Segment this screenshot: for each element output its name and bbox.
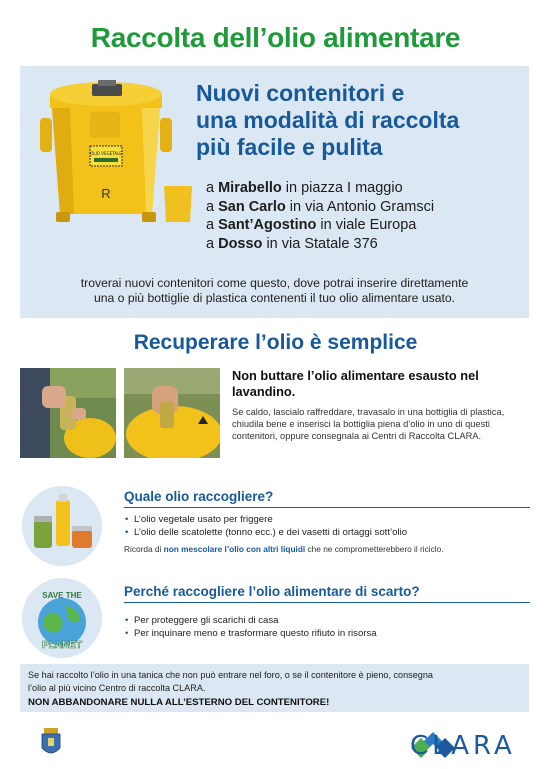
yellow-oil-container-image (34, 76, 194, 224)
location-item: a Dosso in via Statale 376 (206, 235, 378, 252)
photo-pouring-oil (20, 368, 116, 458)
location-item: a Sant’Agostino in viale Europa (206, 217, 417, 233)
notice-line: l’olio al più vicino Centro di raccolta CLARA. (28, 683, 206, 693)
instructions-text: Se caldo, lascialo raffreddare, travasalo in una bottiglia di plastica, chiudila bene e inserisci la bottiglia piena d’olio in uno di questi contenitori, oppure consegnala ai Centri di Raccolta CLARA. (232, 407, 505, 441)
dont-throw-heading: Non buttare l’olio alimentare esausto nel lavandino. (232, 368, 479, 399)
notice-box (20, 664, 529, 712)
container-letter: R (101, 186, 111, 201)
hero-headline (196, 80, 526, 161)
notice-line: Se hai raccolto l’olio in una tanica che non può entrare nel foro, o se il contenitore è pieno, consegna (28, 670, 433, 680)
clara-brand: CLARA (410, 731, 516, 761)
which-oil-list (124, 513, 530, 539)
why-collect-list (124, 614, 530, 640)
hero-headline-line: Nuovi contenitori e (196, 80, 405, 106)
locations-list (206, 179, 526, 253)
badge-top-text: SAVE THE (42, 591, 82, 600)
page-title: Raccolta dell’olio alimentare (90, 22, 461, 53)
photo-inserting-bottle (124, 368, 220, 458)
badge-bottom-text: PLANET (42, 640, 82, 651)
section-title-recover: Recuperare l’olio è semplice (133, 331, 418, 354)
which-oil-title: Quale olio raccogliere? (124, 489, 530, 508)
hero-headline-line: una modalità di raccolta (196, 107, 460, 133)
notice-warning: NON ABBANDONARE NULLA ALL’ESTERNO DEL CONTENITORE! (28, 697, 330, 708)
why-collect-title: Perché raccogliere l’olio alimentare di scarto? (124, 584, 530, 603)
list-item: • Per proteggere gli scarichi di casa (124, 614, 530, 627)
municipal-crest-icon (40, 728, 62, 758)
list-item: • L’olio vegetale usato per friggere (124, 513, 530, 526)
hero-headline-line: più facile e pulita (196, 134, 383, 160)
reminder-text: Ricorda di non mescolare l’olio con altri liquidi che ne comprometterebbero il riciclo. (124, 544, 444, 554)
oil-products-icon (22, 486, 102, 566)
hero-note: troverai nuovi contenitori come questo, dove potrai inserire direttamente una o più bottiglie di plastica contenenti il tuo olio alimentare usato. (80, 276, 469, 305)
hero-panel (20, 66, 529, 318)
location-item: a Mirabello in piazza I maggio (206, 180, 403, 196)
list-item: • Per inquinare meno e trasformare questo rifiuto in risorsa (124, 627, 530, 640)
list-item: • L’olio delle scatolette (tonno ecc.) e dei vasetti di ortaggi sott’olio (124, 526, 530, 539)
container-label: OLIO VEGETALE (90, 151, 122, 156)
save-the-planet-icon (22, 578, 102, 658)
location-item: a San Carlo in via Antonio Gramsci (206, 198, 435, 215)
